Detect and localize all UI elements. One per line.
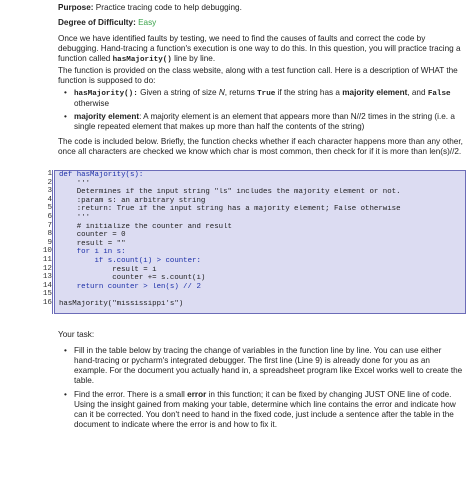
intro-text: Once we have identified faults by testing, we need to find the causes of faults and correct the code by debugging. Hand-tracing a function's execution is one way to do this. In this question, you will practice tracing a function called (58, 34, 461, 63)
code-line: result = "" (59, 239, 126, 248)
code-block (54, 170, 466, 314)
code-line: for i in s: (59, 248, 126, 257)
line-number: 8 (47, 230, 52, 239)
gutter-divider (52, 170, 53, 314)
task-item-table: Fill in the table below by tracing the change of variables in the function line by line. You can use either hand-tracing or pycharm's integrated debugger. The first line (Line 9) is already done for you as an example. For the document you actually hand in, a spreadsheet program like Excel works well to create the table. (74, 346, 463, 385)
line-number: 1 (47, 170, 52, 178)
code-line: counter = 0 (59, 231, 126, 240)
bullet2-bold: majority element (74, 112, 140, 121)
code-line: return counter > len(s) // 2 (59, 282, 201, 291)
line-number: 13 (42, 273, 52, 282)
line-number: 6 (47, 212, 52, 221)
line-number: 4 (47, 195, 52, 204)
purpose-text: Practice tracing code to help debugging. (95, 3, 242, 12)
task2-post: in this function; it can be fixed by changing JUST ONE line of code. Using the insight gained from making your table, determine which line contains the error and indicate how can it be corrected. You don't need to hand in the fixed code, just include a sentence after the table in the document to indicate where the error is and how to fix it. (74, 390, 456, 429)
bullet1-text2: , returns (224, 88, 255, 97)
intro-paragraph (58, 34, 466, 65)
code-line: result = i (59, 265, 157, 274)
line-number: 5 (47, 204, 52, 213)
bullet1-text1: Given a string of size (140, 88, 217, 97)
task2-pre: Find the error. There is a small (74, 390, 185, 399)
description-paragraph: The function is provided on the class website, along with a test function call. Here is a description of WHAT the function is supposed to do: (58, 66, 458, 85)
bullet1-bold: majority element (342, 88, 408, 97)
bullet1-true: True (257, 90, 276, 98)
task2-bold: error (187, 390, 207, 399)
code-line: if s.count(i) > counter: (59, 256, 201, 265)
line-number: 9 (47, 238, 52, 247)
intro-function-name: hasMajority() (112, 56, 172, 64)
line-number: 12 (42, 264, 52, 273)
bullet-majority-element (74, 112, 464, 132)
line-number: 15 (42, 290, 52, 299)
difficulty-line (58, 18, 466, 28)
code-line: :param s: an arbitrary string (59, 196, 206, 205)
code-line: def hasMajority(s): (59, 171, 144, 179)
code-line: Determines if the input string "ls" includes the majority element or not. (59, 188, 401, 197)
bullet1-text4: , and (407, 88, 426, 97)
code-line: counter += s.count(i) (59, 274, 206, 283)
code-line: hasMajority("mississippi's") (59, 299, 184, 308)
code-line: :return: True if the input string has a majority element; False otherwise (59, 205, 401, 214)
bullet1-var: N (218, 88, 225, 97)
bullet1-text5: otherwise (74, 99, 110, 108)
bullet-dot: • (64, 88, 67, 97)
code-line: ''' (59, 179, 91, 188)
task-item-error (74, 390, 464, 430)
code-line: # initialize the counter and result (59, 222, 232, 231)
difficulty-value: Easy (138, 18, 157, 27)
line-number: 7 (47, 221, 52, 230)
code-line: ''' (59, 213, 91, 222)
difficulty-label: Degree of Difficulty: (58, 18, 136, 27)
bullet1-text3: if the string has a (277, 88, 340, 97)
bullet1-false: False (427, 90, 451, 98)
task-label: Your task: (58, 330, 95, 339)
line-number: 11 (42, 255, 52, 264)
purpose-label: Purpose: (58, 3, 94, 12)
code-description-paragraph: The code is included below. Briefly, the function checks whether if each character happens more than any other, once all characters are checked we know which char is most common, then check for if it is more than len(s)//2. (58, 137, 463, 156)
line-number: 10 (42, 247, 52, 256)
line-number: 16 (42, 298, 52, 307)
line-number-gutter (40, 170, 52, 308)
purpose-line (58, 3, 466, 13)
line-number: 14 (42, 281, 52, 290)
bullet1-code: hasMajority(): (74, 90, 138, 98)
intro-tail: line by line. (174, 54, 216, 63)
bullet2-text: : A majority element is an element that appears more than N//2 times in the string (i.e. a single repeated element that makes up more than half the contents of the string) (74, 112, 455, 131)
bullet-dot: • (64, 390, 67, 399)
bullet-has-majority (74, 88, 464, 109)
bullet-dot: • (64, 346, 67, 355)
code-line (55, 291, 465, 300)
line-number: 3 (47, 187, 52, 196)
bullet-dot: • (64, 112, 67, 121)
line-number: 2 (47, 178, 52, 187)
